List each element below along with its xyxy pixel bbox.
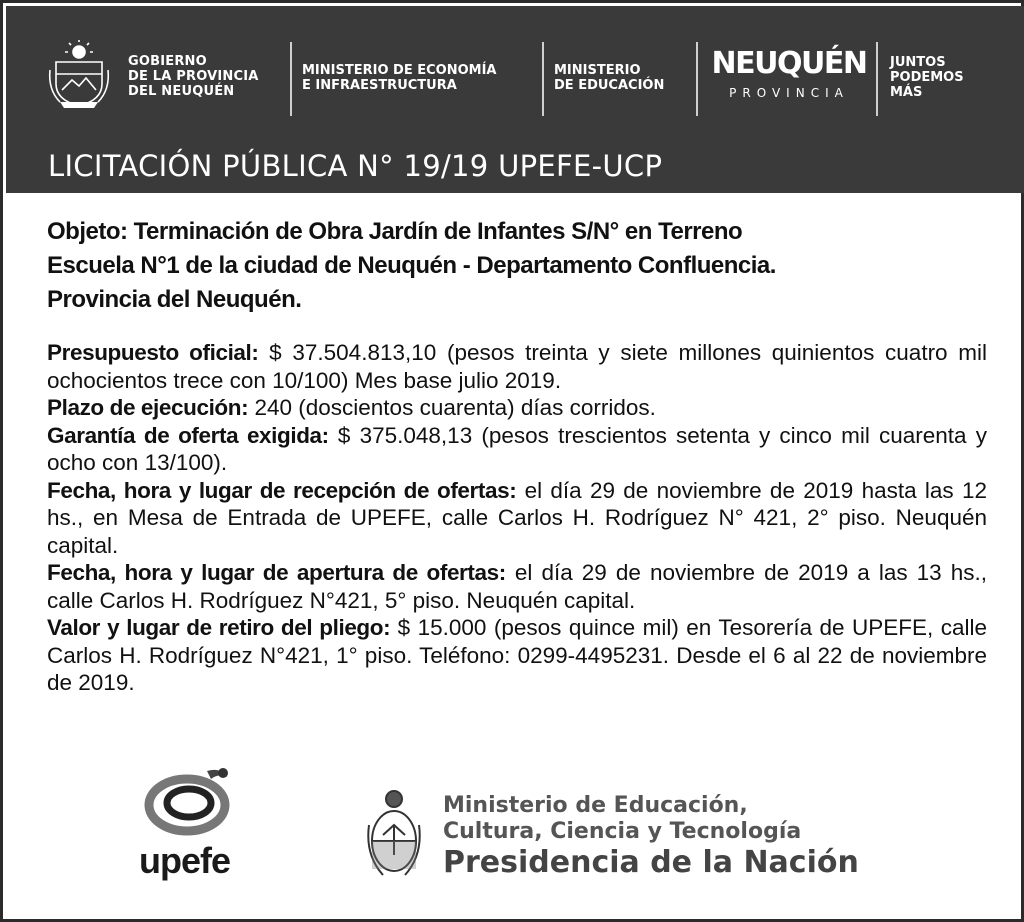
upefe-wordmark: upefe	[139, 840, 231, 881]
edu-line2: DE EDUCACIÓN	[554, 78, 665, 93]
slogan-line1: JUNTOS	[890, 55, 946, 70]
apertura-label: Fecha, hora y lugar de apertura de ofertas:	[47, 560, 506, 585]
objeto-line2: Escuela N°1 de la ciudad de Neuquén - Departamento Confluencia.	[47, 252, 776, 279]
logos-row	[6, 36, 1024, 118]
ministerio-economia-text	[302, 63, 542, 93]
objeto-line3: Provincia del Neuquén.	[47, 286, 302, 313]
plazo-label: Plazo de ejecución:	[47, 395, 249, 420]
edu-line1: MINISTERIO	[554, 63, 641, 78]
plazo-value: 240 (doscientos cuarenta) días corridos.	[248, 395, 656, 420]
recepcion-item	[47, 477, 987, 560]
garantia-label: Garantía de oferta exigida:	[47, 422, 329, 448]
upefe-logo-icon	[135, 763, 245, 843]
econ-line1: MINISTERIO DE ECONOMÍA	[302, 63, 497, 78]
argentina-crest-icon	[363, 785, 425, 885]
apertura-value: el día 29 de noviembre de 2019 a las 13 hs., calle Carlos H. Rodríguez N°421, 5° piso. Neuquén capital.	[47, 560, 987, 613]
divider	[542, 42, 544, 116]
ministerio-educacion-text	[554, 63, 694, 93]
plazo-item	[47, 394, 987, 422]
gov-line2: DE LA PROVINCIA	[128, 69, 259, 84]
garantia-value: $ 375.048,13 (pesos trescientos setenta y cinco mil cuarenta y ocho con 13/100).	[47, 422, 987, 475]
licitacion-details	[47, 339, 987, 697]
divider	[696, 42, 698, 116]
presupuesto-value: $ 37.504.813,10 (pesos treinta y siete millones quinientos cuatro mil ochocientos trece con 10/100) Mes base julio 2019.	[47, 340, 987, 393]
ministerio-line2: Cultura, Ciencia y Tecnología	[443, 819, 802, 844]
presidencia-text: Presidencia de la Nación	[443, 845, 859, 880]
header-banner	[6, 6, 1024, 193]
gov-line1: GOBIERNO	[128, 54, 207, 69]
divider	[290, 42, 292, 116]
valor-value: $ 15.000 (pesos quince mil) en Tesorería de UPEFE, calle Carlos H. Rodríguez N°421, 1° piso. Teléfono: 0299-4495231. Desde el 6 al 22 de noviembre de 2019.	[47, 615, 987, 695]
presupuesto-label: Presupuesto oficial:	[47, 340, 259, 365]
objeto-heading	[47, 215, 987, 317]
licitacion-title: LICITACIÓN PÚBLICA N° 19/19 UPEFE-UCP	[48, 149, 663, 183]
neuquen-brand: NEUQUÉN	[711, 46, 867, 81]
valor-item	[47, 614, 987, 697]
divider	[876, 42, 878, 116]
apertura-item	[47, 559, 987, 614]
slogan-text	[890, 55, 1000, 100]
presupuesto-item	[47, 339, 987, 394]
valor-label: Valor y lugar de retiro del pliego:	[47, 615, 391, 640]
slogan-line2: PODEMOS	[890, 70, 964, 85]
objeto-line1: Objeto: Terminación de Obra Jardín de Infantes S/N° en Terreno	[47, 218, 743, 245]
neuquen-provincia: PROVINCIA	[729, 86, 849, 100]
gov-line3: DEL NEUQUÉN	[128, 84, 235, 99]
recepcion-value: el día 29 de noviembre de 2019 hasta las 12 hs., en Mesa de Entrada de UPEFE, calle Carlos H. Rodríguez N° 421, 2° piso. Neuquén capital.	[47, 477, 987, 558]
recepcion-label: Fecha, hora y lugar de recepción de ofertas:	[47, 477, 517, 503]
garantia-item	[47, 422, 987, 477]
neuquen-shield-icon	[46, 40, 112, 110]
econ-line2: E INFRAESTRUCTURA	[302, 78, 457, 93]
gobierno-provincia-text	[128, 54, 288, 99]
slogan-line3: MÁS	[890, 85, 923, 100]
ministerio-line1: Ministerio de Educación,	[443, 793, 748, 818]
